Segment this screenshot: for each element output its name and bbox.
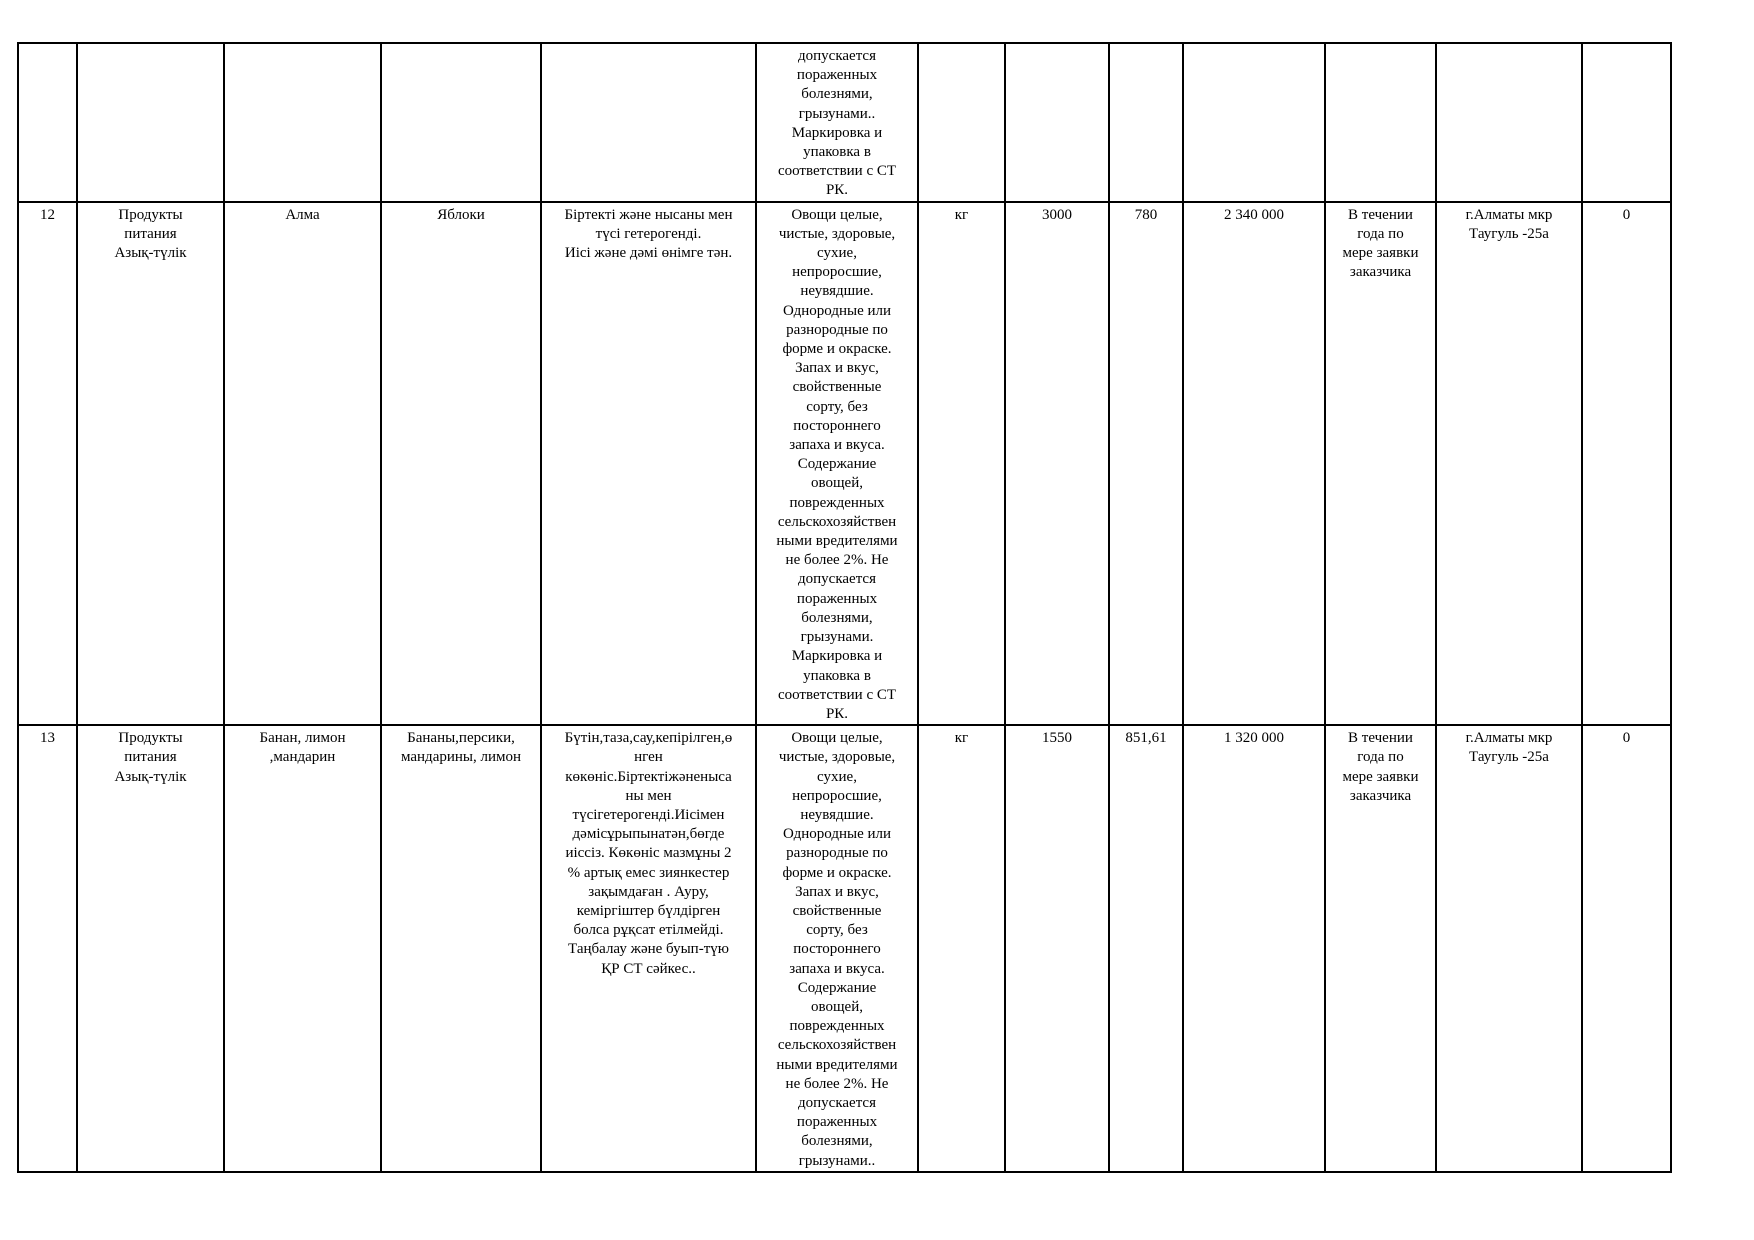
text-line: кеміргіштер бүлдірген: [576, 902, 721, 919]
text-line: свойственные: [792, 379, 882, 396]
cell-delivery-place: [1436, 725, 1582, 1172]
text-line: сухие,: [817, 768, 857, 785]
table-row-continuation: [18, 43, 1671, 202]
text-line: питания: [124, 225, 177, 242]
text-line: неувядшие.: [800, 806, 874, 823]
text-line: сорту, без: [806, 398, 868, 415]
text-line: года по: [1357, 225, 1404, 242]
text-line: г.Алматы мкр: [1465, 206, 1553, 223]
text-line: Алма: [285, 206, 320, 223]
text-line: чистые, здоровые,: [778, 225, 896, 242]
text-line: зақымдаған . Ауру,: [588, 883, 709, 900]
text-line: Запах и вкус,: [795, 360, 879, 377]
text-line: болезнями,: [801, 86, 873, 103]
text-line: допускается: [798, 571, 876, 588]
text-line: овощей,: [811, 475, 863, 492]
cell-name-ru: [381, 725, 541, 1172]
cell-description-ru: [756, 725, 918, 1172]
cell-description-ru: [756, 43, 918, 202]
text-line: запаха и вкуса.: [789, 437, 885, 454]
cell-advance: [1582, 43, 1671, 202]
text-line: РК.: [825, 705, 849, 722]
text-line: иіссіз. Көкөніс мазмұны 2: [565, 845, 732, 862]
text-line: сельскохозяйствен: [777, 513, 897, 530]
cell-number: 12: [18, 202, 77, 725]
text-line: запаха и вкуса.: [789, 960, 885, 977]
text-line: нген: [634, 749, 663, 766]
cell-name-kz: [224, 725, 381, 1172]
text-line: Иісі және дәмі өнімге тән.: [564, 245, 733, 262]
text-line: грызунами.: [800, 629, 874, 646]
text-line: түсігетерогенді.Иісімен: [572, 806, 725, 823]
text-line: поврежденных: [789, 494, 885, 511]
text-line: түсі гетерогенді.: [595, 225, 702, 242]
text-line: ными вредителями: [776, 1056, 898, 1073]
cell-description-kz: [541, 725, 756, 1172]
text-line: Однородные или: [782, 826, 892, 843]
text-line: Банан, лимон: [259, 730, 346, 747]
text-line: соответствии с СТ: [777, 163, 897, 180]
text-line: упаковка в: [803, 144, 871, 161]
cell-quantity: [1005, 43, 1109, 202]
text-line: сухие,: [817, 245, 857, 262]
text-line: постороннего: [793, 417, 881, 434]
text-line: ҚР СТ сәйкес..: [601, 960, 696, 977]
text-line: не более 2%. Не: [785, 552, 889, 569]
text-line: Бананы,персики,: [407, 730, 515, 747]
text-line: болезнями,: [801, 1133, 873, 1150]
text-line: пораженных: [796, 67, 878, 84]
cell-unit: кг: [918, 202, 1005, 725]
cell-name-ru: [381, 202, 541, 725]
procurement-table: [17, 42, 1672, 1173]
text-line: Продукты: [118, 206, 183, 223]
text-line: Таугуль -25а: [1469, 749, 1549, 766]
cell-number: 13: [18, 725, 77, 1172]
cell-amount: [1183, 43, 1325, 202]
cell-name-kz: [224, 43, 381, 202]
text-line: грызунами..: [798, 1152, 876, 1169]
cell-name-kz: [224, 202, 381, 725]
text-line: не более 2%. Не: [785, 1075, 889, 1092]
text-line: Бүтін,таза,сау,кепірілген,ө: [564, 730, 733, 747]
text-line: мере заявки: [1342, 768, 1419, 785]
cell-category: [77, 725, 224, 1172]
text-line: года по: [1357, 749, 1404, 766]
text-line: болезнями,: [801, 609, 873, 626]
cell-delivery-term: [1325, 43, 1436, 202]
text-line: непроросшие,: [792, 787, 882, 804]
text-line: % артық емес зиянкестер: [567, 864, 730, 881]
cell-name-ru: [381, 43, 541, 202]
text-line: Овощи целые,: [791, 730, 883, 747]
text-line: чистые, здоровые,: [778, 749, 896, 766]
text-line: Маркировка и: [791, 648, 883, 665]
cell-quantity: 3000: [1005, 202, 1109, 725]
text-line: упаковка в: [803, 667, 871, 684]
text-line: г.Алматы мкр: [1465, 730, 1553, 747]
text-line: ными вредителями: [776, 533, 898, 550]
text-line: неувядшие.: [800, 283, 874, 300]
cell-unit: [918, 43, 1005, 202]
text-line: заказчика: [1349, 787, 1412, 804]
table-row: [18, 725, 1671, 1172]
text-line: поврежденных: [789, 1018, 885, 1035]
text-line: овощей,: [811, 998, 863, 1015]
cell-price: 851,61: [1109, 725, 1183, 1172]
text-line: мандарины, лимон: [400, 749, 522, 766]
cell-advance: 0: [1582, 202, 1671, 725]
text-line: пораженных: [796, 590, 878, 607]
text-line: Біртекті және нысаны мен: [564, 206, 733, 223]
cell-unit: кг: [918, 725, 1005, 1172]
text-line: Однородные или: [782, 302, 892, 319]
text-line: көкөніс.Біртектіжәненыса: [565, 768, 732, 785]
text-line: Азық-түлік: [114, 245, 187, 262]
text-line: Таңбалау және буып-түю: [568, 941, 729, 958]
text-line: Запах и вкус,: [795, 883, 879, 900]
cell-amount: 2 340 000: [1183, 202, 1325, 725]
text-line: заказчика: [1349, 264, 1412, 281]
table-row: [18, 202, 1671, 725]
text-line: Продукты: [118, 730, 183, 747]
text-line: Яблоки: [437, 206, 485, 223]
cell-delivery-term: [1325, 202, 1436, 725]
text-line: дәмісұрыпынатән,бөгде: [572, 826, 725, 843]
text-line: ны мен: [625, 787, 672, 804]
text-line: непроросшие,: [792, 264, 882, 281]
text-line: питания: [124, 749, 177, 766]
text-line: допускается: [798, 48, 876, 64]
cell-delivery-term: [1325, 725, 1436, 1172]
cell-advance: 0: [1582, 725, 1671, 1172]
text-line: сорту, без: [806, 922, 868, 939]
text-line: мере заявки: [1342, 245, 1419, 262]
text-line: постороннего: [793, 941, 881, 958]
cell-amount: 1 320 000: [1183, 725, 1325, 1172]
text-line: разнородные по: [786, 321, 888, 338]
text-line: болса рұқсат етілмейді.: [573, 922, 724, 939]
text-line: РК.: [825, 182, 849, 199]
cell-price: [1109, 43, 1183, 202]
text-line: пораженных: [796, 1114, 878, 1131]
text-line: Содержание: [797, 979, 877, 996]
text-line: свойственные: [792, 902, 882, 919]
text-line: В течении: [1348, 730, 1413, 747]
text-line: форме и окраске.: [782, 864, 892, 881]
cell-category: [77, 43, 224, 202]
cell-description-kz: [541, 202, 756, 725]
text-line: Содержание: [797, 456, 877, 473]
text-line: грызунами..: [798, 105, 876, 122]
text-line: допускается: [798, 1094, 876, 1111]
text-line: Овощи целые,: [791, 206, 883, 223]
cell-price: 780: [1109, 202, 1183, 725]
text-line: В течении: [1348, 206, 1413, 223]
cell-category: [77, 202, 224, 725]
text-line: сельскохозяйствен: [777, 1037, 897, 1054]
text-line: форме и окраске.: [782, 341, 892, 358]
cell-description-kz: [541, 43, 756, 202]
cell-delivery-place: [1436, 202, 1582, 725]
text-line: соответствии с СТ: [777, 686, 897, 703]
text-line: ,мандарин: [269, 749, 336, 766]
cell-quantity: 1550: [1005, 725, 1109, 1172]
text-line: Маркировка и: [791, 124, 883, 141]
cell-delivery-place: [1436, 43, 1582, 202]
cell-description-ru: [756, 202, 918, 725]
text-line: Таугуль -25а: [1469, 225, 1549, 242]
text-line: разнородные по: [786, 845, 888, 862]
text-line: Азық-түлік: [114, 768, 187, 785]
cell-number: [18, 43, 77, 202]
